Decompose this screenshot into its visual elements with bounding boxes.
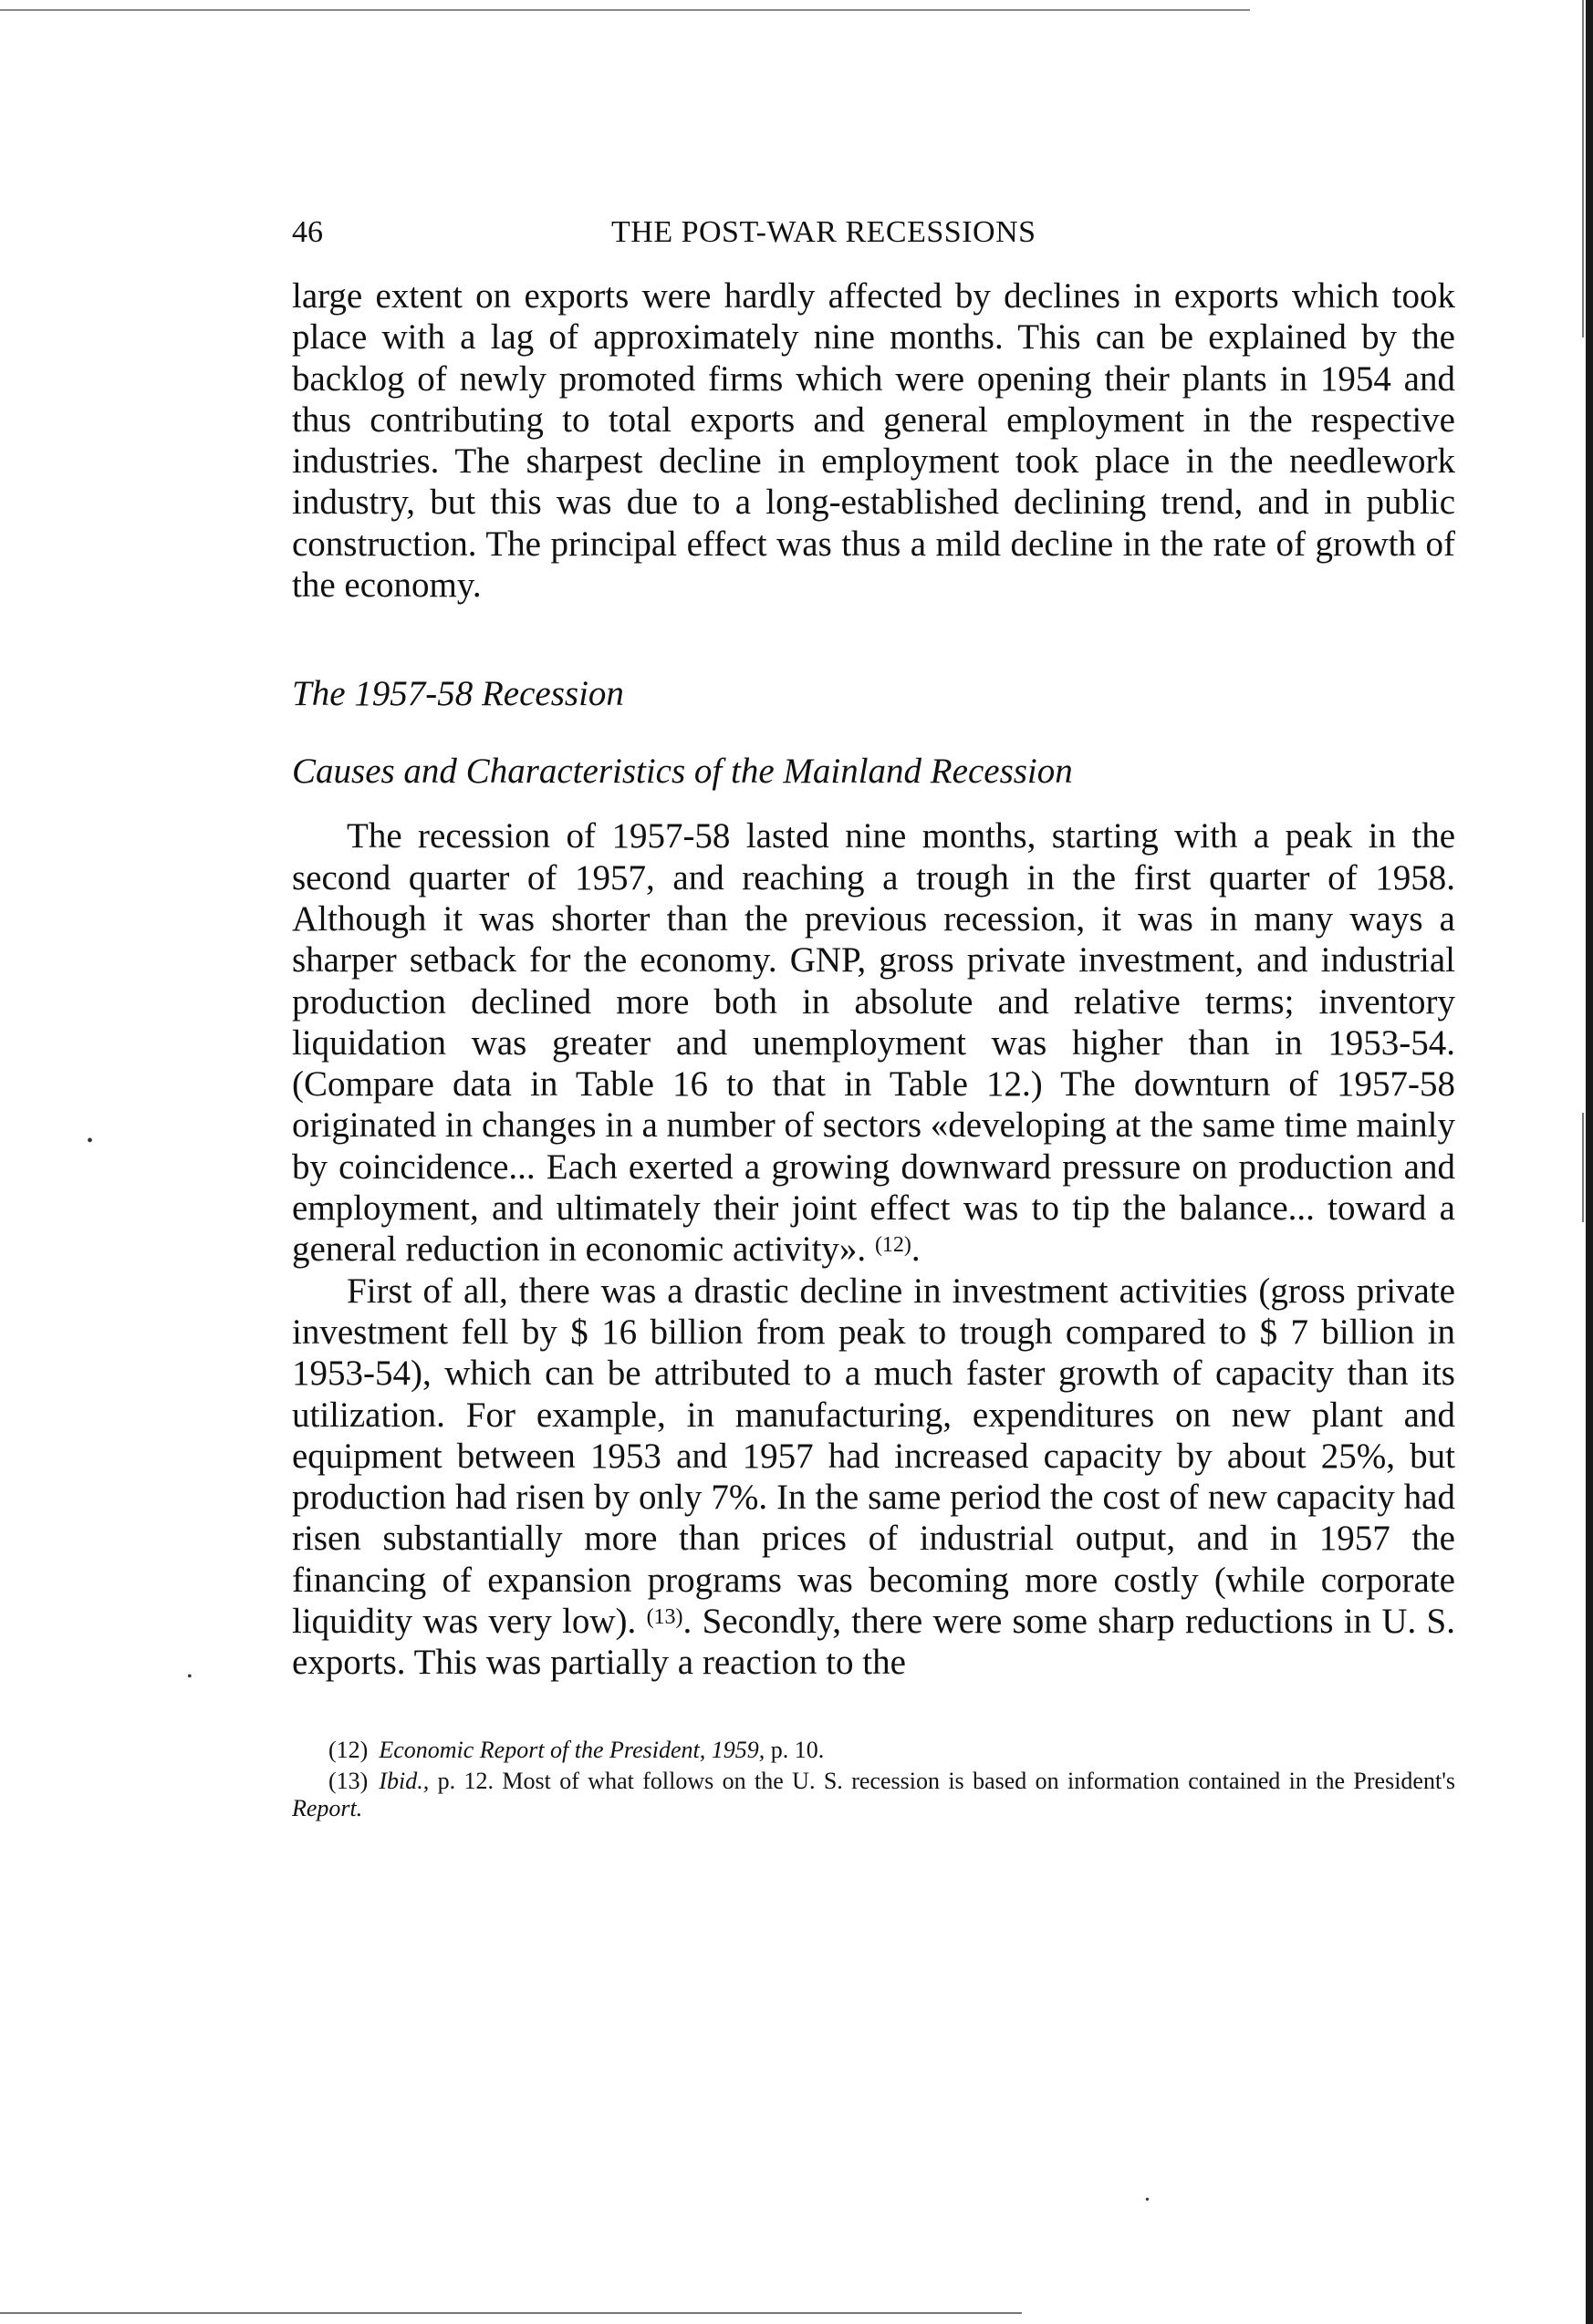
footnote-marker: (12) <box>328 1736 369 1763</box>
footnote-text: p. 10. <box>765 1736 825 1763</box>
footnote-ref-12[interactable]: (12) <box>874 1233 911 1258</box>
footnote-marker: (13) <box>328 1767 369 1794</box>
scan-edge-mark <box>1582 0 1584 337</box>
section-heading: The 1957-58 Recession <box>292 674 624 714</box>
footnote-12 <box>292 1737 1455 1764</box>
paragraph-text: . Secondly, there were some sharp reductions in U. S. exports. This was partially a reaction to the <box>292 1602 1455 1683</box>
scan-edge-mark <box>1582 1113 1584 1222</box>
scan-dot: • <box>87 1131 94 1151</box>
scan-dot: • <box>187 1669 193 1685</box>
scan-top-edge <box>0 9 1250 11</box>
page-number: 46 <box>292 215 323 249</box>
paragraph-continuation: large extent on exports were hardly affected by declines in exports which took place with a lag of approximately nine months. This can be explained by the backlog of newly promoted firms which were opening their plants in 1954 and thus contributing to total exports and general employment in the respective industries. The sharpest decline in employment took place in the needlework industry, but this was due to a long-established declining trend, and in public construction. The principal effect was thus a mild decline in the rate of growth of the economy. <box>292 276 1455 606</box>
scan-bottom-edge <box>0 2312 1022 2314</box>
footnote-13 <box>292 1768 1455 1822</box>
scan-right-edge <box>1586 0 1593 2324</box>
footnote-source: Economic Report of the President, 1959, <box>379 1736 765 1763</box>
running-header <box>292 210 1455 255</box>
paragraph-recession-overview <box>292 815 1455 1270</box>
footnote-source: Ibid., <box>379 1767 430 1794</box>
paragraph-text: First of all, there was a drastic decline in investment activities (gross private investment fell by $ 16 billion from peak to trough compared to $ 7 billion in 1953-54), which can be attributed to a much faster growth of capacity than its utilization. For example, in manufacturing, expenditures on new plant and equipment between 1953 and 1957 had increased capacity by about 25%, but production had risen by only 7%. In the same period the cost of new capacity had risen substantially more than prices of industrial output, and in 1957 the financing of expansion programs was becoming more costly (while corporate liquidity was very low). <box>292 1271 1455 1642</box>
paragraph-text: The recession of 1957-58 lasted nine months, starting with a peak in the second quarter of 1957, and reaching a trough in the first quarter of 1958. Although it was shorter than the previous recession, it was in many ways a sharper setback for the economy. GNP, gross private investment, and industrial production declined more both in absolute and relative terms; inventory liquidation was greater and unemployment was higher than in 1953-54. (Compare data in Table 16 to that in Table 12.) The downturn of 1957-58 originated in changes in a number of sectors «developing at the same time mainly by coincidence... Each exerted a growing downward pressure on production and employment, and ultimately their joint effect was to tip the balance... toward a general reduction in economic activity». <box>292 816 1455 1270</box>
page-content <box>292 210 1455 1826</box>
footnote-text: p. 12. Most of what follows on the U. S. recession is based on information contained in the President's <box>429 1767 1455 1794</box>
footnote-emphasis: Report. <box>292 1794 363 1821</box>
paragraph-investment-decline <box>292 1271 1455 1684</box>
scan-dot: • <box>1145 2194 1150 2207</box>
paragraph-end: . <box>911 1229 921 1270</box>
running-title: THE POST-WAR RECESSIONS <box>611 215 1036 249</box>
footnotes <box>292 1737 1455 1822</box>
subsection-heading: Causes and Characteristics of the Mainland Recession <box>292 752 1073 792</box>
footnote-ref-13[interactable]: (13) <box>646 1605 683 1630</box>
